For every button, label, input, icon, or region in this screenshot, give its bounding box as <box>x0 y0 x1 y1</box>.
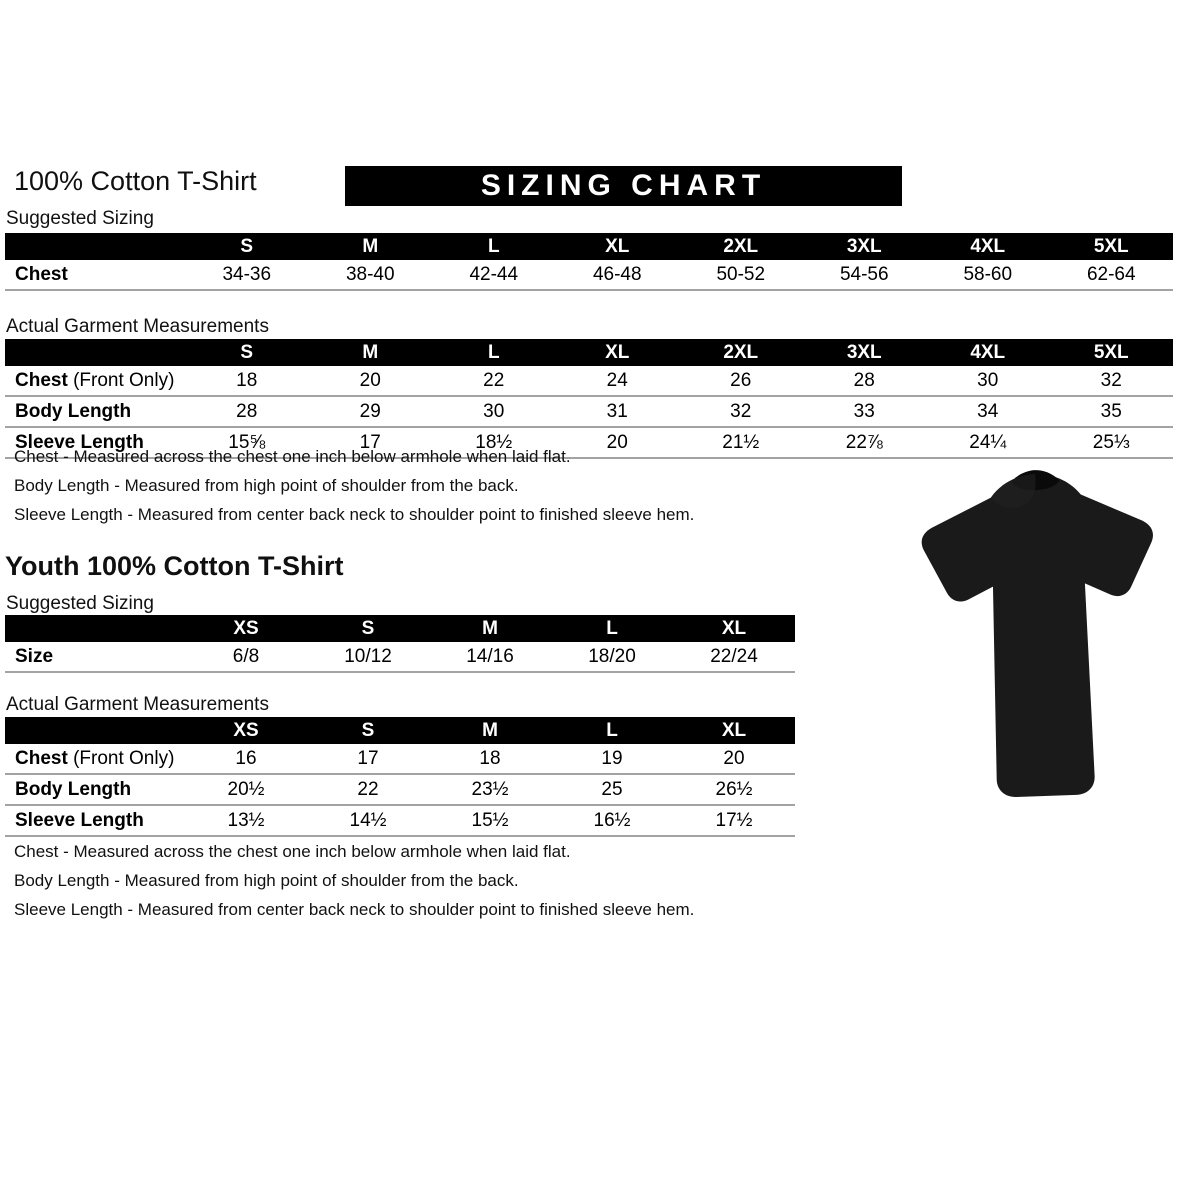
size-header-cell: XL <box>721 719 747 741</box>
size-header-cell: XS <box>233 719 259 741</box>
value-cell: 33 <box>853 400 875 422</box>
size-header-cell: 3XL <box>846 235 882 257</box>
value-cell: 22/24 <box>710 645 758 667</box>
value-cell: 20½ <box>227 778 265 800</box>
value-cell: 20 <box>606 431 628 453</box>
row-label-note: (Front Only) <box>67 747 175 769</box>
size-header-cell: L <box>606 719 618 741</box>
size-header-cell: L <box>487 341 500 363</box>
measurement-note: Chest - Measured across the chest one inch below armhole when laid flat. <box>14 447 571 466</box>
row-label <box>5 779 185 801</box>
value-cell: 46-48 <box>592 263 642 285</box>
value-cell: 34 <box>977 400 999 422</box>
value-cell: 32 <box>730 400 752 422</box>
row-label <box>5 370 185 392</box>
row-label-text: Size <box>15 645 54 667</box>
value-cell: 15⅝ <box>228 431 266 453</box>
value-cell: 25 <box>601 778 623 800</box>
value-cell: 32 <box>1100 369 1122 391</box>
size-header-cell: 2XL <box>723 235 759 257</box>
row-label-text: Body Length <box>15 400 132 422</box>
adult-suggested-table <box>5 233 1173 291</box>
adult-actual-header-row <box>5 339 1173 366</box>
youth-suggested-table <box>5 615 795 673</box>
size-header-cell: M <box>362 341 379 363</box>
value-cell: 31 <box>606 400 628 422</box>
row-label-text: Chest <box>15 263 68 285</box>
row-label-text: Sleeve Length <box>15 431 144 453</box>
row-label-note: (Front Only) <box>67 369 175 391</box>
value-cell: 42-44 <box>469 263 519 285</box>
row-label <box>5 646 185 668</box>
value-cell: 62-64 <box>1086 263 1136 285</box>
value-cell: 6/8 <box>232 645 260 667</box>
adult-suggested-sizing-label: Suggested Sizing <box>6 208 154 229</box>
row-label <box>5 401 185 423</box>
youth-suggested-header-row <box>5 615 795 642</box>
value-cell: 29 <box>359 400 381 422</box>
tshirt-body <box>919 470 1162 800</box>
youth-actual-header-row <box>5 717 795 744</box>
value-cell: 16½ <box>593 809 631 831</box>
tshirt-image <box>884 463 1198 825</box>
size-header-cell: 4XL <box>970 235 1006 257</box>
value-cell: 28 <box>236 400 258 422</box>
table-row <box>5 775 795 806</box>
value-cell: 22 <box>483 369 505 391</box>
row-label <box>5 810 185 832</box>
value-cell: 26 <box>730 369 752 391</box>
value-cell: 15½ <box>471 809 509 831</box>
youth-suggested-sizing-label: Suggested Sizing <box>6 593 154 614</box>
value-cell: 35 <box>1100 400 1122 422</box>
youth-actual-measurements-label: Actual Garment Measurements <box>6 694 269 715</box>
value-cell: 24 <box>606 369 628 391</box>
value-cell: 10/12 <box>344 645 392 667</box>
value-cell: 20 <box>359 369 381 391</box>
size-header-cell: S <box>361 617 375 639</box>
table-row <box>5 397 1173 428</box>
row-label-text: Sleeve Length <box>15 809 144 831</box>
value-cell: 14/16 <box>466 645 514 667</box>
youth-section-title: Youth 100% Cotton T-Shirt <box>5 551 344 581</box>
value-cell: 30 <box>977 369 999 391</box>
size-header-cell: S <box>361 719 375 741</box>
value-cell: 30 <box>483 400 505 422</box>
size-header-cell: L <box>606 617 618 639</box>
value-cell: 28 <box>853 369 875 391</box>
value-cell: 18 <box>236 369 258 391</box>
adult-suggested-header-row <box>5 233 1173 260</box>
size-header-cell: M <box>482 719 498 741</box>
value-cell: 58-60 <box>963 263 1013 285</box>
table-row <box>5 366 1173 397</box>
size-header-cell: M <box>482 617 498 639</box>
size-header-cell: M <box>362 235 379 257</box>
row-label-text: Body Length <box>15 778 132 800</box>
value-cell: 22⅞ <box>845 431 883 453</box>
size-header-cell: XL <box>605 341 630 363</box>
size-header-cell: S <box>240 341 254 363</box>
size-header-cell: S <box>240 235 254 257</box>
row-label <box>5 264 185 286</box>
adult-measurement-notes <box>14 447 694 534</box>
value-cell: 18/20 <box>588 645 636 667</box>
size-header-cell: XS <box>233 617 259 639</box>
adult-actual-table <box>5 339 1173 459</box>
size-header-cell: L <box>487 235 500 257</box>
size-header-cell: XL <box>721 617 747 639</box>
size-header-cell: 4XL <box>970 341 1006 363</box>
table-row <box>5 806 795 837</box>
size-header-cell: 5XL <box>1093 341 1129 363</box>
table-row <box>5 642 795 673</box>
value-cell: 26½ <box>715 778 753 800</box>
table-row <box>5 260 1173 291</box>
value-cell: 19 <box>601 747 623 769</box>
size-header-cell: 2XL <box>723 341 759 363</box>
measurement-note: Body Length - Measured from high point of shoulder from the back. <box>14 476 519 495</box>
value-cell: 54-56 <box>839 263 889 285</box>
value-cell: 24¼ <box>969 431 1007 453</box>
value-cell: 23½ <box>471 778 509 800</box>
value-cell: 13½ <box>227 809 265 831</box>
measurement-note: Sleeve Length - Measured from center back neck to shoulder point to finished sleeve hem. <box>14 505 695 524</box>
sizing-chart-banner <box>345 166 902 206</box>
value-cell: 18 <box>479 747 501 769</box>
value-cell: 20 <box>723 747 745 769</box>
sizing-chart-banner-text: SIZING CHART <box>480 169 767 202</box>
row-label <box>5 748 185 770</box>
measurement-note: Chest - Measured across the chest one inch below armhole when laid flat. <box>14 842 571 861</box>
table-row <box>5 744 795 775</box>
adult-section-title: 100% Cotton T-Shirt <box>14 166 257 196</box>
adult-actual-measurements-label: Actual Garment Measurements <box>6 316 269 337</box>
black-tshirt-graphic <box>884 463 1198 825</box>
value-cell: 50-52 <box>716 263 766 285</box>
row-label-text: Chest <box>15 747 68 769</box>
row-label-text: Chest <box>15 369 68 391</box>
youth-actual-table <box>5 717 795 837</box>
size-header-cell: XL <box>605 235 630 257</box>
value-cell: 16 <box>235 747 257 769</box>
value-cell: 34-36 <box>222 263 272 285</box>
youth-measurement-notes <box>14 842 694 929</box>
value-cell: 25⅓ <box>1092 431 1130 453</box>
value-cell: 17 <box>357 747 379 769</box>
value-cell: 14½ <box>349 809 387 831</box>
size-header-cell: 5XL <box>1093 235 1129 257</box>
value-cell: 18½ <box>475 431 513 453</box>
measurement-note: Body Length - Measured from high point of shoulder from the back. <box>14 871 519 890</box>
size-header-cell: 3XL <box>846 341 882 363</box>
measurement-note: Sleeve Length - Measured from center back neck to shoulder point to finished sleeve hem. <box>14 900 695 919</box>
value-cell: 38-40 <box>345 263 395 285</box>
value-cell: 22 <box>357 778 379 800</box>
value-cell: 21½ <box>722 431 760 453</box>
value-cell: 17 <box>359 431 381 453</box>
value-cell: 17½ <box>715 809 753 831</box>
